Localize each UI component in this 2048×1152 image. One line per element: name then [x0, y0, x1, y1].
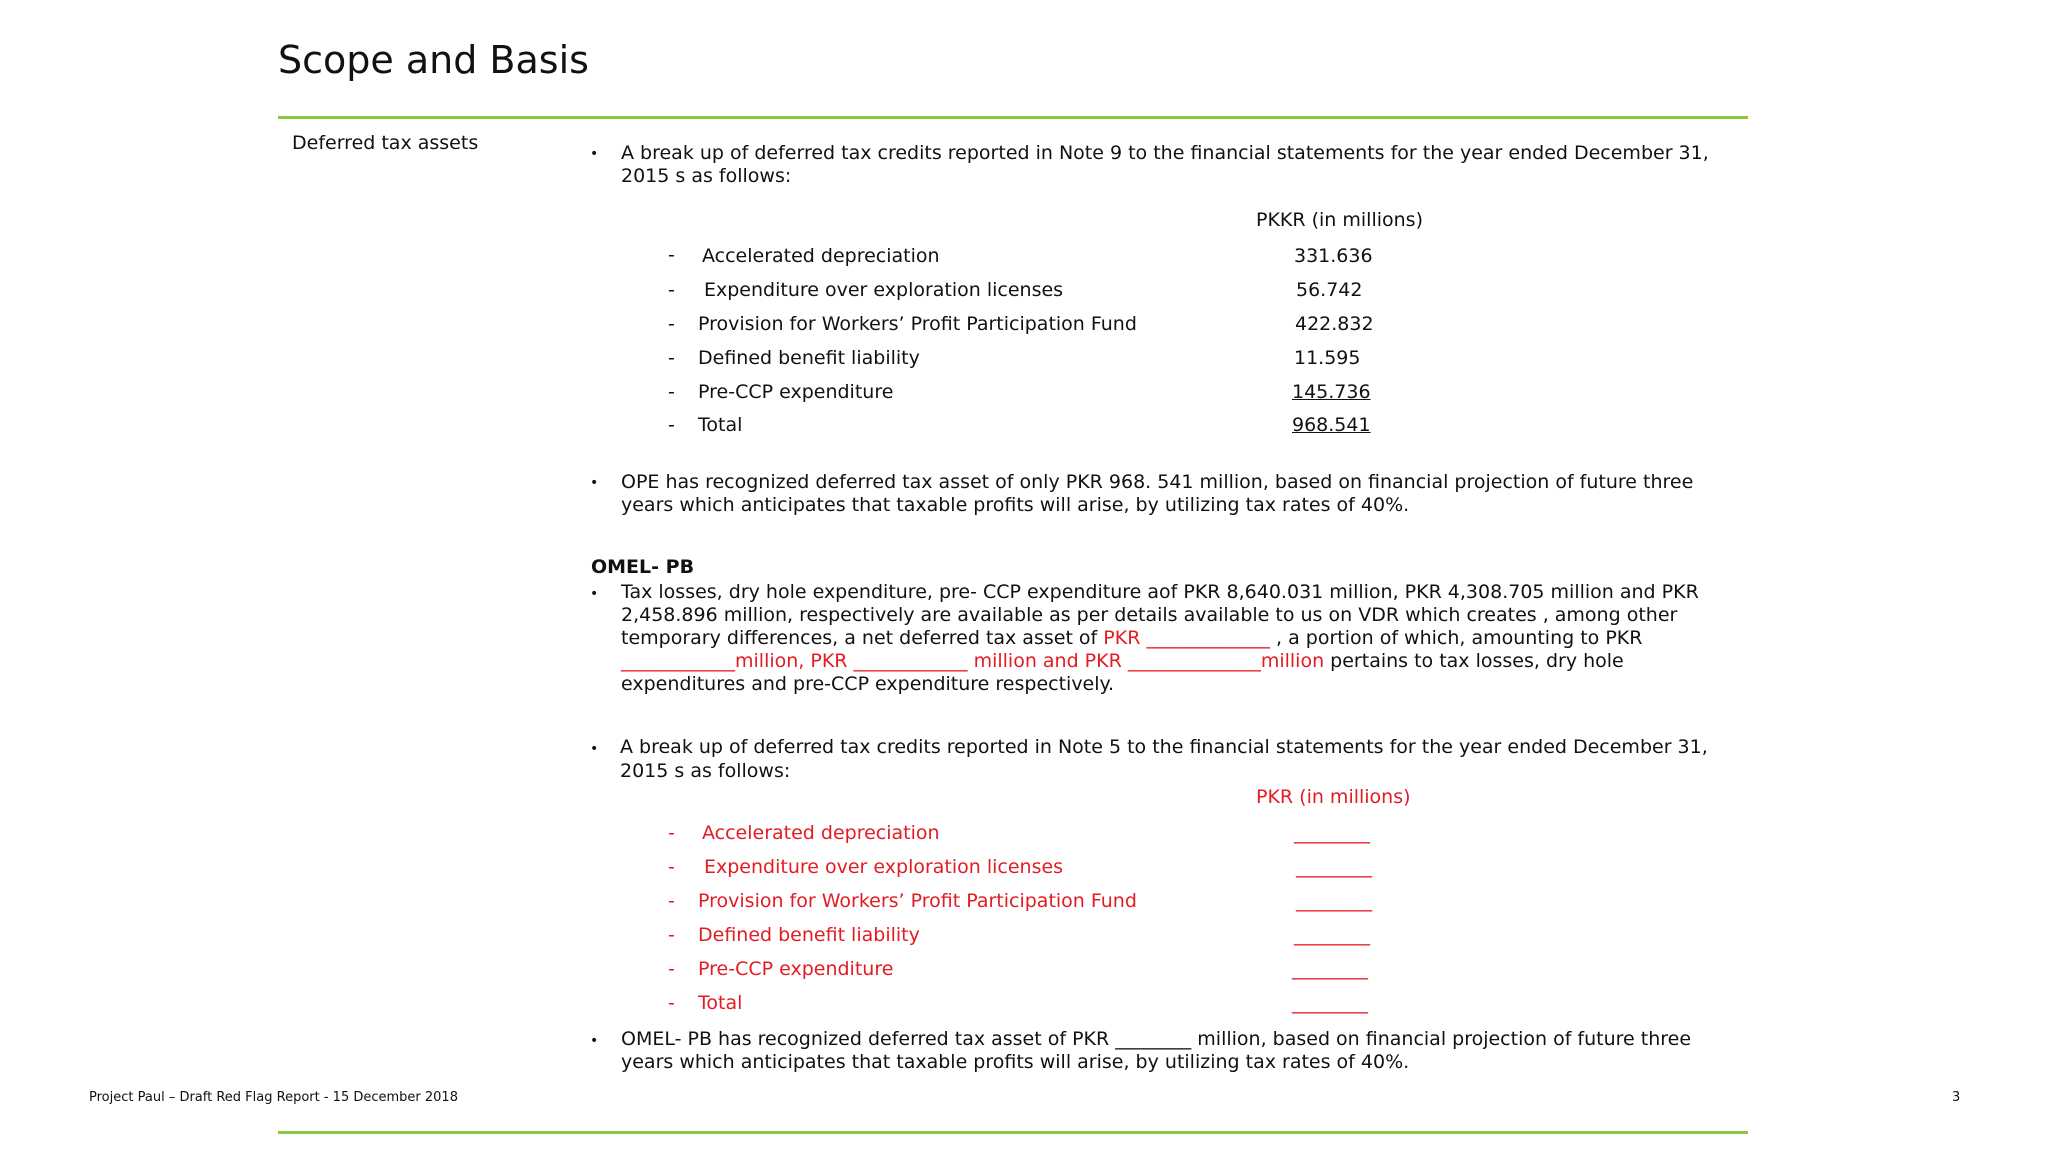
section2-unit-header: PKR (in millions) — [1256, 786, 1411, 808]
item-value-blank: ________ — [1294, 924, 1370, 946]
item-label: Expenditure over exploration licenses — [704, 279, 1064, 301]
item-value: 11.595 — [1294, 347, 1361, 369]
item-label: Provision for Workers’ Profit Participation Fund — [698, 313, 1137, 335]
dash-icon: - — [668, 958, 675, 980]
section2-intro-line2: 2015 s as follows: — [620, 760, 791, 782]
item-value-blank: ________ — [1296, 856, 1372, 878]
header-divider — [278, 116, 1748, 119]
footer-text: Project Paul – Draft Red Flag Report - 15 December 2018 — [89, 1090, 458, 1105]
section2-heading: OMEL- PB — [591, 556, 695, 578]
item-label: Accelerated depreciation — [702, 245, 940, 267]
item-value-blank: ________ — [1296, 890, 1372, 912]
para-blank-red: PKR _____________ — [1103, 627, 1270, 649]
section-label: Deferred tax assets — [292, 132, 479, 154]
section1-intro-line2: 2015 s as follows: — [621, 165, 792, 187]
item-value: 56.742 — [1296, 279, 1363, 301]
section2-para-line5: expenditures and pre-CCP expenditure respectively. — [621, 673, 1115, 695]
section2-para-line4 — [621, 650, 1624, 673]
dash-icon: - — [668, 381, 675, 403]
item-value-blank: ________ — [1292, 992, 1368, 1014]
item-label: Defined benefit liability — [698, 924, 920, 946]
dash-icon: - — [668, 279, 675, 301]
dash-icon: - — [668, 244, 675, 266]
section2-conclusion-line2: years which anticipates that taxable profits will arise, by utilizing tax rates of 40%. — [621, 1051, 1410, 1073]
item-label: Total — [698, 414, 743, 436]
section2-conclusion-line1: OMEL- PB has recognized deferred tax asset of PKR ________ million, based on financial projection of future three — [621, 1028, 1692, 1050]
section1-conclusion-line1: OPE has recognized deferred tax asset of only PKR 968. 541 million, based on financial projection of future three — [621, 471, 1694, 493]
para-text: , a portion of which, amounting to PKR — [1269, 627, 1643, 649]
para-text: temporary differences, a net deferred tax asset of — [621, 627, 1104, 649]
item-value: 968.541 — [1292, 414, 1371, 436]
item-value-blank: ________ — [1294, 822, 1370, 844]
page-title: Scope and Basis — [278, 38, 589, 82]
item-label: Provision for Workers’ Profit Participation Fund — [698, 890, 1137, 912]
section1-intro-line1: A break up of deferred tax credits reported in Note 9 to the financial statements for the year ended December 31, — [621, 142, 1709, 164]
dash-icon: - — [668, 313, 675, 335]
bullet-icon: • — [590, 586, 599, 602]
dash-icon: - — [668, 856, 675, 878]
page-number: 3 — [1952, 1090, 1961, 1105]
item-label: Accelerated depreciation — [702, 822, 940, 844]
para-text: pertains to tax losses, dry hole — [1324, 650, 1624, 672]
bullet-icon: • — [590, 1033, 599, 1049]
dash-icon: - — [668, 992, 675, 1014]
dash-icon: - — [668, 414, 675, 436]
item-value: 331.636 — [1294, 245, 1373, 267]
dash-icon: - — [668, 924, 675, 946]
dash-icon: - — [668, 890, 675, 912]
section2-intro-line1: A break up of deferred tax credits reported in Note 5 to the financial statements for the year ended December 31, — [620, 736, 1708, 758]
section1-unit-header: PKKR (in millions) — [1256, 209, 1423, 231]
item-label: Pre-CCP expenditure — [698, 958, 894, 980]
dash-icon: - — [668, 347, 675, 369]
item-value: 145.736 — [1292, 381, 1371, 403]
section1-conclusion-line2: years which anticipates that taxable profits will arise, by utilizing tax rates of 40%. — [621, 494, 1410, 516]
dash-icon: - — [668, 822, 675, 844]
bullet-icon: • — [590, 146, 599, 162]
item-label: Defined benefit liability — [698, 347, 920, 369]
item-value-blank: ________ — [1292, 958, 1368, 980]
item-value: 422.832 — [1295, 313, 1374, 335]
bullet-icon: • — [590, 741, 599, 757]
section2-para-line1: Tax losses, dry hole expenditure, pre- CCP expenditure aof PKR 8,640.031 million, PKR 4,308.705 million and PKR — [621, 581, 1699, 603]
section2-para-line3 — [621, 627, 1642, 650]
item-label: Expenditure over exploration licenses — [704, 856, 1064, 878]
para-blank-red: ____________million, PKR ____________ million and PKR ______________million — [621, 650, 1325, 672]
item-label: Pre-CCP expenditure — [698, 381, 894, 403]
section2-para-line2: 2,458.896 million, respectively are available as per details available to us on VDR which creates , among other — [621, 604, 1678, 626]
footer-divider — [278, 1131, 1748, 1134]
item-label: Total — [698, 992, 743, 1014]
bullet-icon: • — [590, 475, 599, 491]
